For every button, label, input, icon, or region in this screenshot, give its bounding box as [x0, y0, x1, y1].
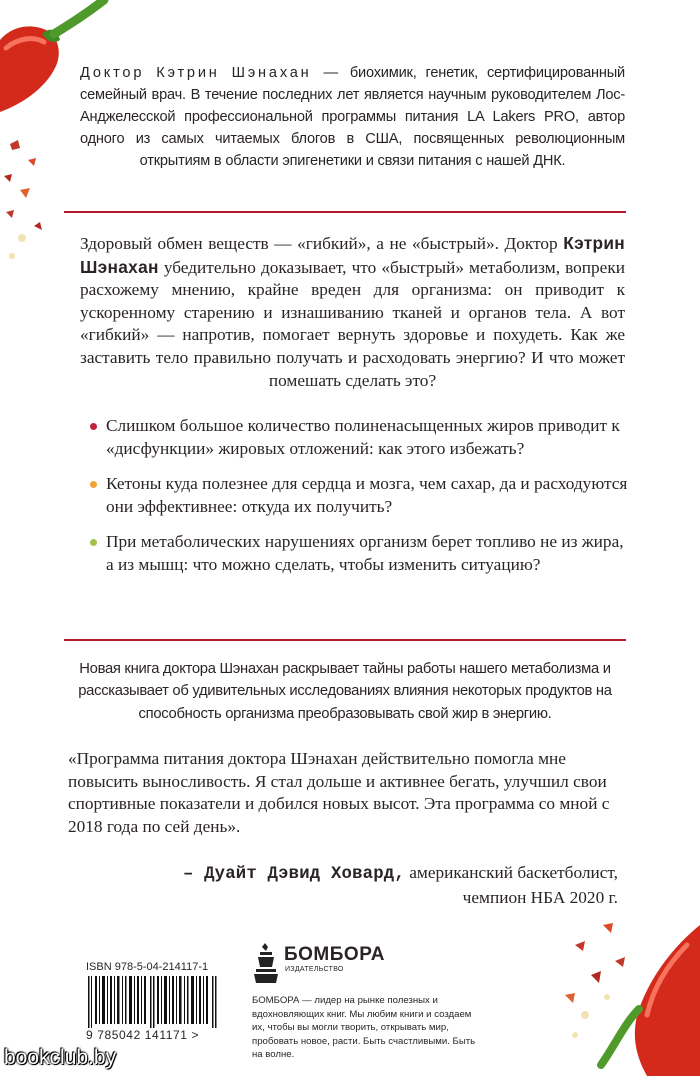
author-bio: [80, 62, 625, 172]
bullet-dot-icon: [90, 539, 97, 546]
intro-paragraph: [80, 232, 625, 392]
intro-author-name: Кэтрин Шэнахан: [80, 233, 625, 277]
intro-text-start: Здоровый обмен веществ — «гибкий», а не «быстрый». Доктор: [80, 234, 564, 253]
chili-flakes-left-image: [0, 130, 60, 270]
testimonial-attribution: [78, 862, 618, 909]
barcode-digits: 9 785042 141171 >: [86, 1028, 200, 1042]
divider-top: [64, 211, 626, 213]
list-item: [90, 531, 630, 576]
watermark-text: bookclub.by: [4, 1046, 117, 1069]
testimonial-quote: «Программа питания доктора Шэнахан действительно помогла мне повысить выносливость. Я стал дольше и активнее бегать, улучшил свои спортивные показатели и добился новых высот. Эта программа со мной с 2018 года по сей день».: [68, 749, 610, 836]
intro-text-end: убедительно доказывает, что «быстрый» метаболизм, вопреки расхожему мнению, крайне вреден для организма: он приводит к ускоренному старению и изнашиванию тканей и органов тела. А вот «гибкий» — напротив, помогает вернуть здоровье и похудеть. Как же заставить тело правильно получать и расходовать энергию? И что может помешать сделать это?: [80, 257, 625, 390]
bullet-text: Слишком большое количество полиненасыщенных жиров приводит к «дисфункции» жировых отложений: как этого избежать?: [106, 416, 620, 458]
book-summary: Новая книга доктора Шэнахан раскрывает тайны работы нашего метаболизма и рассказывает об удивительных исследованиях влияния некоторых продуктов на способность организма преобразовывать свой жир в энергию.: [78, 661, 612, 722]
publisher-name: БОМБОРА: [284, 944, 385, 965]
bullet-text: Кетоны куда полезнее для сердца и мозга, чем сахар, да и расходуются они эффективнее: откуда их получить?: [106, 474, 628, 516]
bullet-dot-icon: [90, 423, 97, 430]
author-bio-text: биохимик, генетик, сертифицированный семейный врач. В течение последних лет является научным руководителем Лос-Анджелесской профессиональной программы питания LA Lakers PRO, автор одного из самых читаемых блогов в США, посвященных революционным открытиям в области эпигенетики и связи питания с нашей ДНК.: [80, 65, 625, 169]
bullet-list: [90, 415, 630, 590]
list-item: [90, 415, 630, 460]
bullet-dot-icon: [90, 481, 97, 488]
attribution-name: – Дуайт Дэвид Ховард,: [182, 865, 405, 884]
author-bio-name: Доктор Кэтрин Шэнахан —: [80, 65, 341, 81]
bullet-text: При метаболических нарушениях организм берет топливо не из жира, а из мышц: что можно сделать, чтобы изменить ситуацию?: [106, 532, 624, 574]
publisher-subtitle: ИЗДАТЕЛЬСТВО: [285, 966, 344, 973]
list-item: [90, 473, 630, 518]
attribution-role: американский баскетболист,: [404, 863, 618, 882]
publisher-description: БОМБОРА — лидер на рынке полезных и вдохновляющих книг. Мы любим книги и создаем их, чтобы вы могли творить, открывать мир, пробовать новое, расти. Быть счастливыми. Быть на волне.: [252, 995, 476, 1060]
divider-bottom: [64, 639, 626, 641]
publisher-logo-icon: [252, 943, 280, 985]
isbn-label: ISBN 978-5-04-214117-1: [86, 961, 209, 973]
chili-pepper-bottom-right-image: [555, 905, 700, 1076]
barcode-image: [86, 976, 222, 1028]
attribution-title: чемпион НБА 2020 г.: [462, 887, 618, 907]
